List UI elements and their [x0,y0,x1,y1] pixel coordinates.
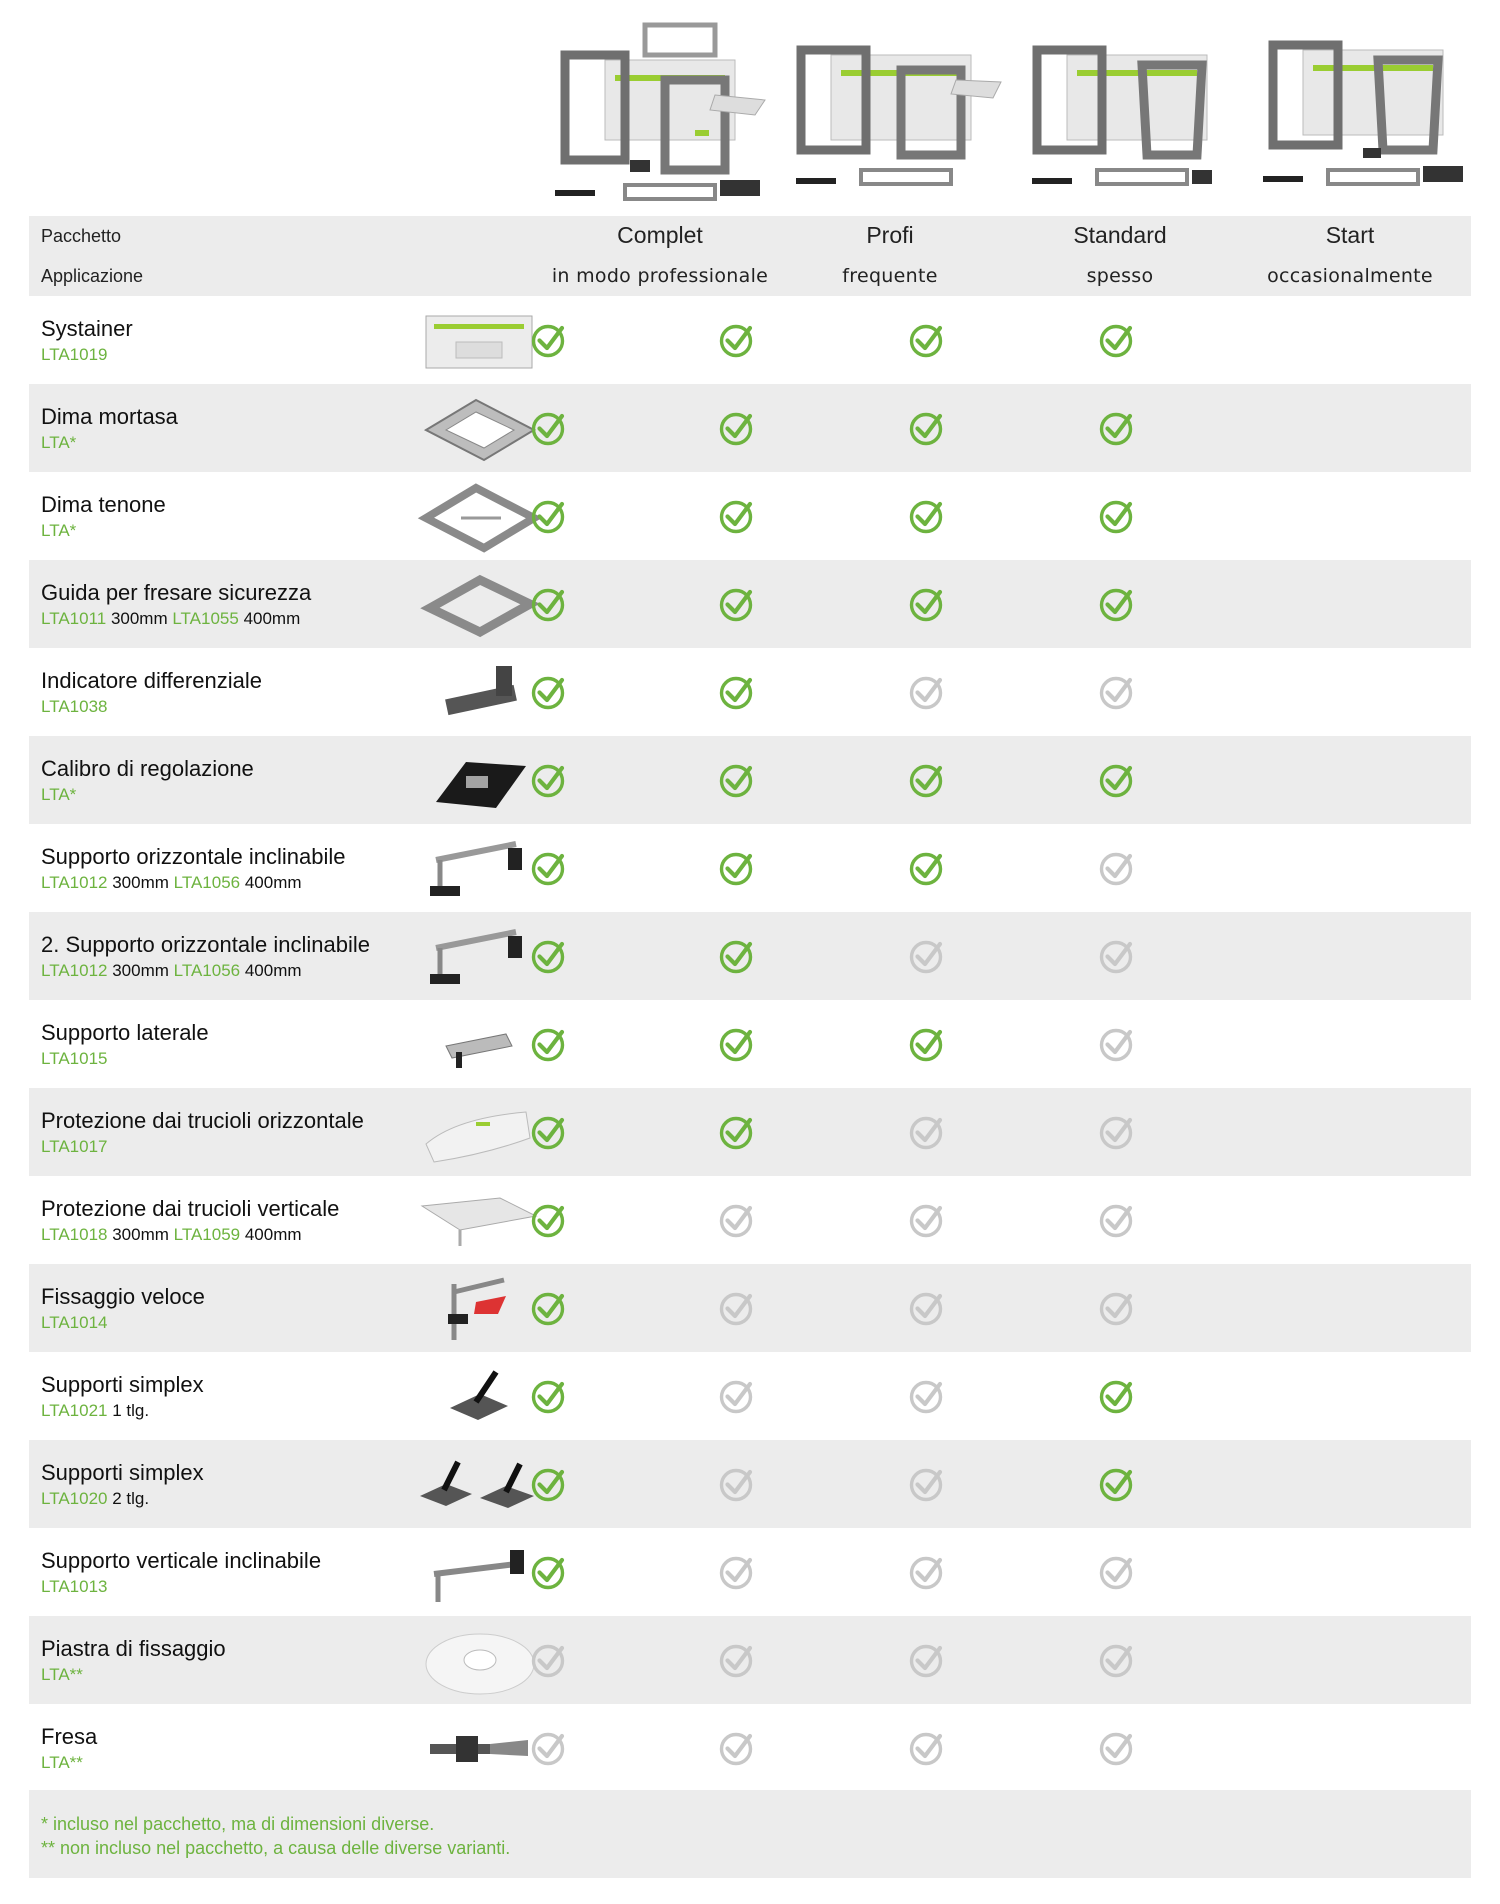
item-code-number: LTA1021 [41,1401,108,1420]
check-included-icon [528,1288,568,1328]
check-not-included-icon [906,1464,946,1504]
item-code [41,345,107,365]
item-name: Dima tenone [41,492,166,517]
check-not-included-icon [906,1552,946,1592]
table-row [29,1264,1471,1352]
item-code-size: 300mm [107,961,174,980]
check-included-icon [716,584,756,624]
horizontal-support-icon [416,918,542,994]
column-standard-application: spesso [1086,265,1154,287]
item-code [41,1753,83,1773]
item-code-number: LTA1012 [41,873,108,892]
item-name: Supporti simplex [41,1460,204,1485]
table-row [29,1440,1471,1528]
package-start-image [1253,20,1483,210]
item-code-size: 1 tlg. [107,1401,150,1420]
check-included-icon [716,1112,756,1152]
check-not-included-icon [1096,1640,1136,1680]
check-not-included-icon [1096,1552,1136,1592]
table-row [29,824,1471,912]
item-name: 2. Supporto orizzontale inclinabile [41,932,370,957]
check-not-included-icon [1096,936,1136,976]
tenon-template-icon [416,478,542,554]
check-included-icon [528,760,568,800]
check-not-included-icon [906,1112,946,1152]
check-not-included-icon [906,672,946,712]
check-included-icon [528,408,568,448]
item-code-number: LTA1015 [41,1049,108,1068]
check-included-icon [528,672,568,712]
check-not-included-icon [906,1288,946,1328]
table-row [29,1352,1471,1440]
item-code-number: LTA** [41,1753,83,1772]
table-row [29,296,1471,384]
item-code-size: 2 tlg. [107,1489,150,1508]
check-included-icon [528,1200,568,1240]
item-code [41,1401,149,1421]
check-not-included-icon [716,1200,756,1240]
check-included-icon [1096,1376,1136,1416]
check-included-icon [528,584,568,624]
item-name: Indicatore differenziale [41,668,262,693]
check-included-icon [716,936,756,976]
item-code [41,433,76,453]
item-name: Fissaggio veloce [41,1284,205,1309]
check-not-included-icon [1096,672,1136,712]
item-code [41,1577,107,1597]
check-included-icon [716,1024,756,1064]
item-name: Protezione dai trucioli verticale [41,1196,340,1221]
column-profi-name: Profi [866,222,914,248]
item-code-number: LTA1013 [41,1577,108,1596]
item-name: Piastra di fissaggio [41,1636,226,1661]
item-name: Fresa [41,1724,98,1749]
mortise-template-icon [416,390,542,466]
item-code [41,1049,107,1069]
check-included-icon [528,1552,568,1592]
item-code-size: 400mm [240,961,302,980]
check-not-included-icon [716,1728,756,1768]
check-included-icon [906,584,946,624]
simplex-support-pair-icon [416,1446,542,1522]
package-complet-image [545,20,775,210]
item-code [41,609,300,629]
item-name: Supporti simplex [41,1372,204,1397]
check-not-included-icon [1096,1200,1136,1240]
table-row [29,1616,1471,1704]
check-not-included-icon [716,1640,756,1680]
horizontal-support-icon [416,830,542,906]
check-not-included-icon [1096,848,1136,888]
item-name: Guida per fresare sicurezza [41,580,312,605]
check-not-included-icon [906,1200,946,1240]
check-not-included-icon [716,1288,756,1328]
item-code-size: 400mm [240,1225,302,1244]
item-code-number: LTA* [41,785,77,804]
check-not-included-icon [906,1640,946,1680]
item-code-number: LTA1059 [173,1225,241,1244]
item-code [41,697,107,717]
router-bit-icon [416,1710,542,1786]
item-name: Dima mortasa [41,404,178,429]
side-support-icon [416,1006,542,1082]
check-included-icon [528,1464,568,1504]
check-included-icon [716,408,756,448]
table-row [29,472,1471,560]
item-code-number: LTA1018 [41,1225,108,1244]
check-not-included-icon [906,936,946,976]
item-code [41,785,76,805]
item-code-number: LTA** [41,1665,83,1684]
table-row [29,1704,1471,1792]
item-code [41,1137,107,1157]
simplex-support-icon [416,1358,542,1434]
check-included-icon [1096,496,1136,536]
check-included-icon [716,672,756,712]
table-row [29,1528,1471,1616]
check-included-icon [906,320,946,360]
check-included-icon [1096,320,1136,360]
package-images [545,20,1475,210]
check-included-icon [1096,760,1136,800]
item-code-number: LTA1020 [41,1489,108,1508]
check-not-included-icon [1096,1288,1136,1328]
item-code-number: LTA* [41,521,77,540]
item-code-number: LTA1012 [41,961,108,980]
setting-gauge-icon [416,742,542,818]
check-included-icon [528,320,568,360]
item-code-number: LTA1011 [41,609,107,628]
footnotes [29,1790,1471,1878]
check-not-included-icon [528,1640,568,1680]
item-code-number: LTA1017 [41,1137,108,1156]
item-code [41,1313,107,1333]
mounting-plate-icon [416,1622,542,1698]
table-row [29,384,1471,472]
item-code [41,961,302,981]
item-code-size: 400mm [238,609,301,628]
check-not-included-icon [716,1552,756,1592]
check-included-icon [906,848,946,888]
systainer-case-icon [416,302,542,378]
item-code-number: LTA1014 [41,1313,108,1332]
column-start-name: Start [1325,222,1375,248]
check-not-included-icon [528,1728,568,1768]
comparison-table [29,296,1471,1792]
check-not-included-icon [1096,1112,1136,1152]
column-start-application: occasionalmente [1267,265,1433,287]
item-code-size: 400mm [240,873,302,892]
item-code [41,873,302,893]
check-included-icon [528,1376,568,1416]
check-included-icon [716,848,756,888]
check-included-icon [1096,408,1136,448]
check-included-icon [1096,584,1136,624]
check-included-icon [906,408,946,448]
item-code-size: 300mm [107,1225,174,1244]
table-row [29,648,1471,736]
table-row [29,560,1471,648]
item-code [41,1225,302,1245]
check-not-included-icon [906,1728,946,1768]
check-included-icon [906,496,946,536]
check-not-included-icon [1096,1024,1136,1064]
package-label: Pacchetto [41,226,122,246]
quick-clamp-icon [416,1270,542,1346]
item-name: Supporto orizzontale inclinabile [41,844,346,869]
item-code-number: LTA* [41,433,77,452]
item-code-number: LTA1055 [172,609,239,628]
check-included-icon [716,320,756,360]
package-standard-image [1017,20,1247,210]
chip-guard-vertical-icon [416,1182,542,1258]
check-included-icon [1096,1464,1136,1504]
table-row [29,1000,1471,1088]
check-not-included-icon [716,1376,756,1416]
item-code-size: 300mm [106,609,173,628]
check-not-included-icon [1096,1728,1136,1768]
table-row [29,736,1471,824]
column-standard-name: Standard [1073,222,1167,248]
item-code-number: LTA1038 [41,697,108,716]
item-name: Calibro di regolazione [41,756,254,781]
item-code-number: LTA1056 [173,961,241,980]
item-code-number: LTA1056 [173,873,241,892]
chip-guard-horizontal-icon [416,1094,542,1170]
check-included-icon [528,936,568,976]
item-code [41,1665,83,1685]
footnote-single-asterisk: * incluso nel pacchetto, ma di dimensioni diverse. [41,1814,435,1834]
item-code [41,521,76,541]
check-included-icon [906,760,946,800]
check-not-included-icon [906,1376,946,1416]
check-included-icon [528,1112,568,1152]
item-name: Supporto laterale [41,1020,209,1045]
table-header [29,216,1471,296]
check-not-included-icon [716,1464,756,1504]
package-profi-image [781,20,1011,210]
check-included-icon [906,1024,946,1064]
table-row [29,1088,1471,1176]
item-name: Supporto verticale inclinabile [41,1548,322,1573]
item-code-number: LTA1019 [41,345,108,364]
item-code [41,1489,149,1509]
application-label: Applicazione [41,266,144,286]
dial-indicator-icon [416,654,542,730]
item-name: Protezione dai trucioli orizzontale [41,1108,364,1133]
check-included-icon [528,1024,568,1064]
table-row [29,912,1471,1000]
check-included-icon [528,496,568,536]
column-complet-application: in modo professionale [551,265,769,287]
column-profi-application: frequente [842,265,938,287]
footnote-double-asterisk: ** non incluso nel pacchetto, a causa delle diverse varianti. [41,1838,511,1858]
check-included-icon [716,760,756,800]
vertical-support-icon [416,1534,542,1610]
item-name: Systainer [41,316,133,341]
column-complet-name: Complet [617,222,703,248]
check-included-icon [528,848,568,888]
check-included-icon [716,496,756,536]
table-row [29,1176,1471,1264]
router-guide-icon [416,566,542,642]
item-code-size: 300mm [107,873,174,892]
